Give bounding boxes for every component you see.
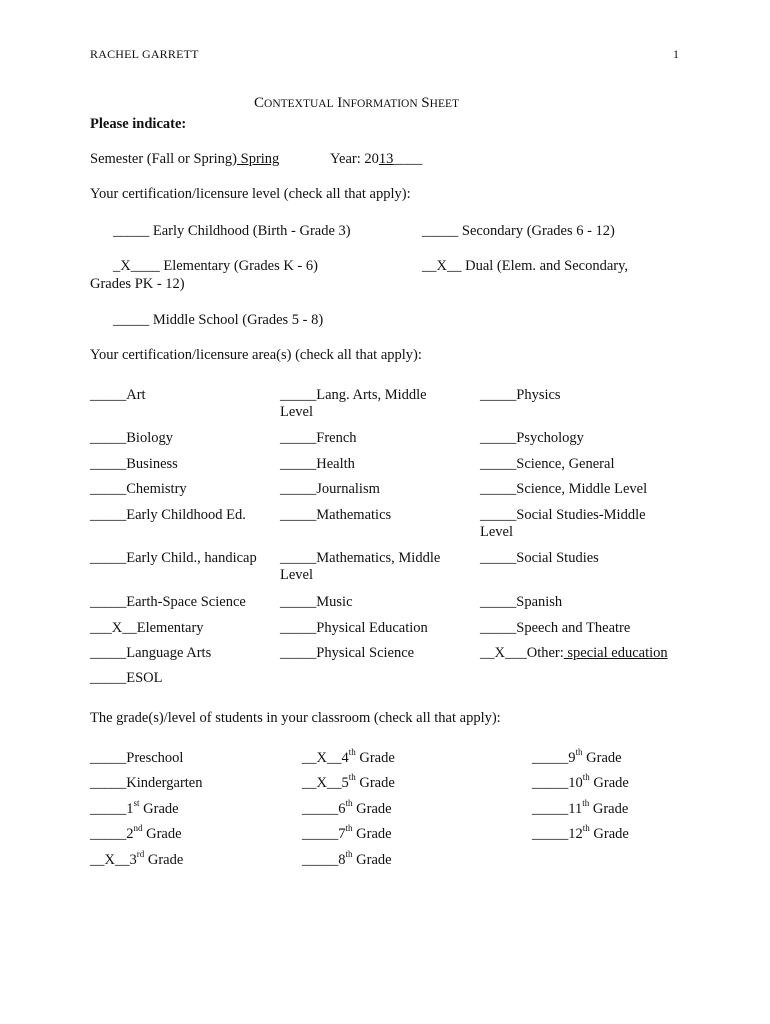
area-early-childhood-ed[interactable]: _____Early Childhood Ed. <box>90 507 246 523</box>
grade-6[interactable]: _____6th Grade <box>302 798 392 817</box>
page-number: 1 <box>673 47 680 61</box>
area-earth-space-science[interactable]: _____Earth-Space Science <box>90 594 246 610</box>
instruction-label: Please indicate: <box>90 116 187 132</box>
area-french[interactable]: _____French <box>280 430 357 446</box>
grade-7[interactable]: _____7th Grade <box>302 823 392 842</box>
area-other[interactable]: __X___Other: special education <box>480 645 668 661</box>
area-early-child-handicap[interactable]: _____Early Child., handicap <box>90 550 257 566</box>
semester-field: Semester (Fall or Spring) Spring <box>90 151 280 167</box>
grade-1[interactable]: _____1st Grade <box>90 798 179 817</box>
grade-9[interactable]: _____9th Grade <box>532 747 622 766</box>
area-lang-arts-middle[interactable]: _____Lang. Arts, Middle <box>280 387 427 403</box>
area-lang-arts-middle-line2: Level <box>280 404 314 420</box>
area-business[interactable]: _____Business <box>90 456 178 472</box>
cert-level-secondary[interactable]: _____ Secondary (Grades 6 - 12) <box>422 223 615 239</box>
semester-value[interactable]: Spring <box>237 151 280 167</box>
grade-3[interactable]: __X__3rd Grade <box>90 849 184 868</box>
cert-level-question: Your certification/licensure level (check all that apply): <box>90 186 411 202</box>
cert-area-question: Your certification/licensure area(s) (check all that apply): <box>90 347 422 363</box>
area-social-studies[interactable]: _____Social Studies <box>480 550 599 566</box>
area-esol[interactable]: _____ESOL <box>90 670 163 686</box>
grade-2[interactable]: _____2nd Grade <box>90 823 182 842</box>
area-other-value[interactable]: special education <box>563 645 668 661</box>
area-speech-theatre[interactable]: _____Speech and Theatre <box>480 620 631 636</box>
area-social-studies-middle[interactable]: _____Social Studies-Middle <box>480 507 646 523</box>
area-chemistry[interactable]: _____Chemistry <box>90 481 187 497</box>
area-physics[interactable]: _____Physics <box>480 387 561 403</box>
cert-level-elementary[interactable]: _X____ Elementary (Grades K - 6) <box>113 258 318 274</box>
area-art[interactable]: _____Art <box>90 387 146 403</box>
grade-5[interactable]: __X__5th Grade <box>302 772 395 791</box>
area-mathematics-middle[interactable]: _____Mathematics, Middle <box>280 550 441 566</box>
running-header-author: RACHEL GARRETT <box>90 47 199 61</box>
area-elementary[interactable]: ___X__Elementary <box>90 620 204 636</box>
area-physical-education[interactable]: _____Physical Education <box>280 620 428 636</box>
area-mathematics[interactable]: _____Mathematics <box>280 507 392 523</box>
cert-level-dual-continued: Grades PK - 12) <box>90 276 185 292</box>
grade-8[interactable]: _____8th Grade <box>302 849 392 868</box>
area-spanish[interactable]: _____Spanish <box>480 594 563 610</box>
area-biology[interactable]: _____Biology <box>90 430 173 446</box>
grade-preschool[interactable]: _____Preschool <box>90 750 184 766</box>
area-science-middle[interactable]: _____Science, Middle Level <box>480 481 648 497</box>
area-health[interactable]: _____Health <box>280 456 355 472</box>
grade-12[interactable]: _____12th Grade <box>532 823 629 842</box>
grade-4[interactable]: __X__4th Grade <box>302 747 395 766</box>
area-mathematics-middle-line2: Level <box>280 567 314 583</box>
grades-question: The grade(s)/level of students in your classroom (check all that apply): <box>90 710 501 726</box>
cert-level-early-childhood[interactable]: _____ Early Childhood (Birth - Grade 3) <box>113 223 351 239</box>
grade-11[interactable]: _____11th Grade <box>532 798 629 817</box>
area-physical-science[interactable]: _____Physical Science <box>280 645 415 661</box>
cert-level-middle-school[interactable]: _____ Middle School (Grades 5 - 8) <box>113 312 324 328</box>
area-journalism[interactable]: _____Journalism <box>280 481 380 497</box>
area-language-arts[interactable]: _____Language Arts <box>90 645 212 661</box>
area-psychology[interactable]: _____Psychology <box>480 430 584 446</box>
page-title: CONTEXTUAL INFORMATION SHEET <box>254 95 460 111</box>
grade-10[interactable]: _____10th Grade <box>532 772 629 791</box>
area-music[interactable]: _____Music <box>280 594 353 610</box>
year-value[interactable]: 13 <box>378 151 394 167</box>
cert-level-dual[interactable]: __X__ Dual (Elem. and Secondary, <box>422 258 629 274</box>
grade-kindergarten[interactable]: _____Kindergarten <box>90 775 203 791</box>
year-field: Year: 2013____ <box>330 151 423 167</box>
area-science-general[interactable]: _____Science, General <box>480 456 615 472</box>
area-social-studies-middle-line2: Level <box>480 524 514 540</box>
